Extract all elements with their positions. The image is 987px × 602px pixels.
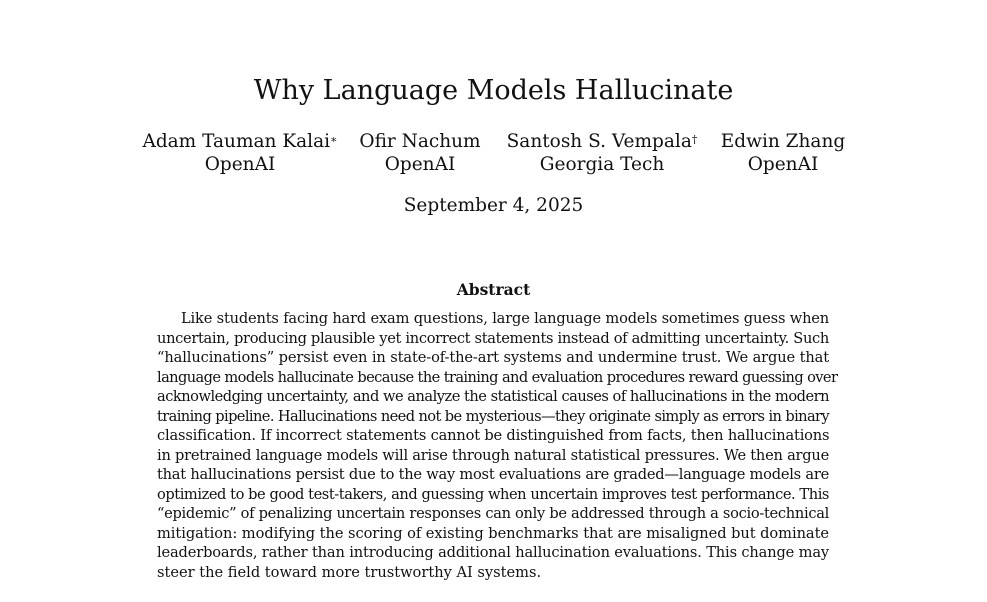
author-block [713, 130, 853, 176]
abstract-body [157, 309, 838, 582]
abstract-line: Like students facing hard exam questions, large language models sometimes guess when [181, 310, 829, 327]
author-affiliation: OpenAI [204, 154, 276, 175]
author-footnote-mark: † [691, 133, 698, 146]
abstract-line: “hallucinations” persist even in state-of-the-art systems and undermine trust. We argue that [157, 349, 829, 366]
author-affiliation: OpenAI [747, 154, 819, 175]
author-name: Santosh S. Vempala† [506, 131, 698, 152]
author-block [503, 130, 701, 176]
author-affiliation: OpenAI [384, 154, 456, 175]
abstract-line: language models hallucinate because the training and evaluation procedures reward guessing over [157, 368, 838, 386]
author-affiliation: Georgia Tech [539, 154, 665, 175]
abstract-line: “epidemic” of penalizing uncertain responses can only be addressed through a socio-technical [157, 505, 829, 522]
abstract-line: acknowledging uncertainty, and we analyze the statistical causes of hallucinations in the modern [157, 388, 830, 405]
abstract-heading: Abstract [456, 280, 531, 299]
abstract-line: mitigation: modifying the scoring of existing benchmarks that are misaligned but dominate [157, 524, 829, 542]
author-name: Ofir Nachum [359, 131, 481, 152]
abstract-line: uncertain, producing plausible yet incorrect statements instead of admitting uncertainty. Such [157, 329, 829, 347]
abstract-line: classification. If incorrect statements cannot be distinguished from facts, then hallucinations [157, 427, 830, 444]
author-block [355, 130, 485, 176]
abstract-line: steer the field toward more trustworthy AI systems. [157, 563, 542, 581]
abstract-line: training pipeline. Hallucinations need not be mysterious—they originate simply as errors in binary [157, 407, 830, 425]
author-name: Edwin Zhang [720, 131, 846, 152]
publication-date: September 4, 2025 [403, 195, 584, 216]
paper-title: Why Language Models Hallucinate [253, 75, 734, 106]
abstract-line: leaderboards, rather than introducing additional hallucination evaluations. This change may [157, 544, 829, 561]
abstract-line: in pretrained language models will arise through natural statistical pressures. We then argue [157, 446, 829, 464]
author-name: Adam Tauman Kalai∗ [142, 131, 338, 152]
author-block [140, 130, 340, 176]
abstract-line: optimized to be good test-takers, and guessing when uncertain improves test performance. This [157, 485, 829, 503]
abstract-line: that hallucinations persist due to the way most evaluations are graded—language models are [157, 466, 829, 483]
author-footnote-mark: ∗ [330, 133, 338, 146]
